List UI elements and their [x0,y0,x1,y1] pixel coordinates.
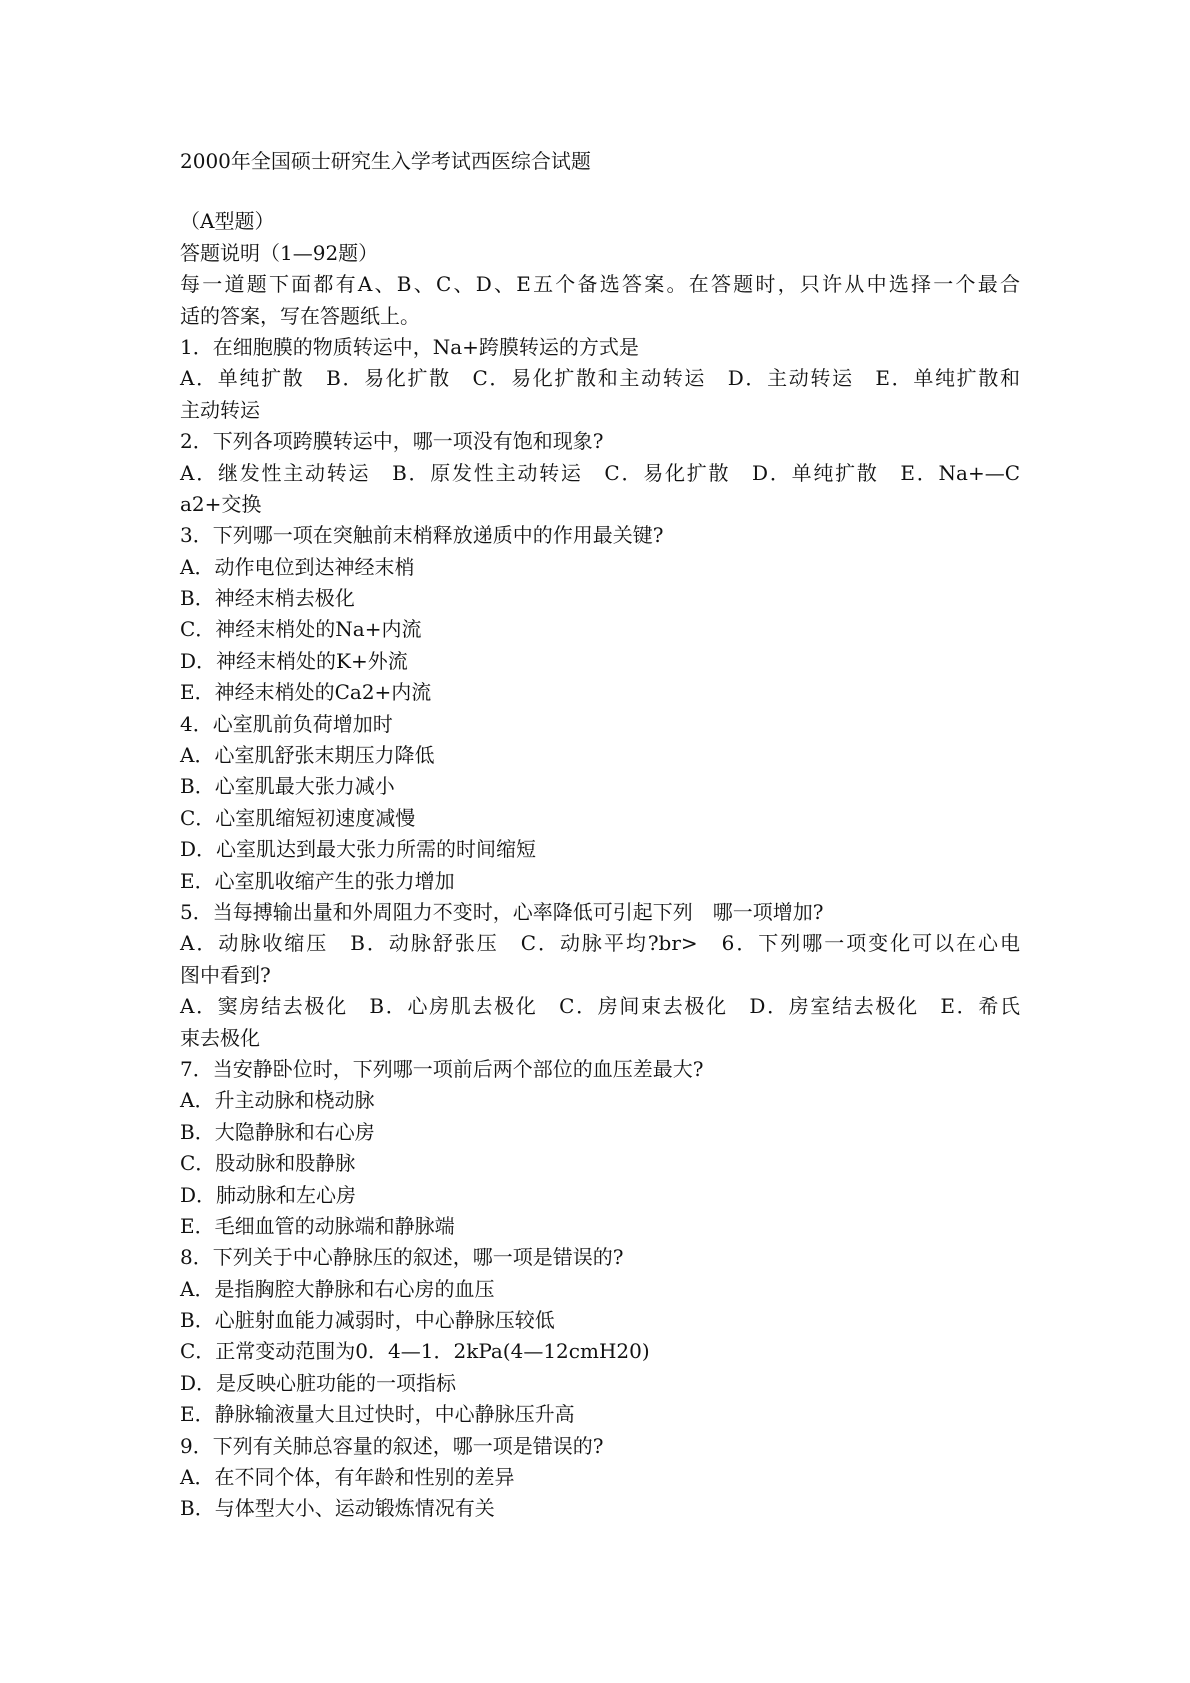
document-body [180,146,1020,1525]
question-6: 图中看到? [180,962,271,987]
question-5: 5．当每搏输出量和外周阻力不变时，心率降低可引起下列 哪一项增加? [180,899,824,924]
answer-option: D．心室肌达到最大张力所需的时间缩短 [180,837,537,862]
instructions-text: 每一道题下面都有A、B、C、D、E五个备选答案。在答题时，只许从中选择一个最合 [180,272,1020,297]
section-heading: （A型题） [180,209,275,234]
answer-option: E．静脉输液量大且过快时，中心静脉压升高 [180,1402,575,1427]
answer-option: D．是反映心脏功能的一项指标 [180,1370,457,1395]
answer-option: E．心室肌收缩产生的张力增加 [180,868,455,893]
question-2-options: a2+交换 [180,491,262,516]
answer-option: A．升主动脉和桡动脉 [180,1088,375,1113]
question-3: 3．下列哪一项在突触前末梢释放递质中的作用最关键? [180,523,664,548]
answer-option: B．神经末梢去极化 [180,586,355,611]
answer-option: A．心室肌舒张末期压力降低 [180,743,435,768]
answer-option: B．与体型大小、运动锻炼情况有关 [180,1496,495,1521]
answer-option: A．是指胸腔大静脉和右心房的血压 [180,1276,495,1301]
question-2: 2．下列各项跨膜转运中，哪一项没有饱和现象? [180,429,604,454]
question-1-options: A．单纯扩散 B．易化扩散 C．易化扩散和主动转运 D．主动转运 E．单纯扩散和 [180,366,1020,391]
document-title: 2000年全国硕士研究生入学考试西医综合试题 [180,149,591,173]
answer-option: C．正常变动范围为0．4—1．2kPa(4—12cmH20) [180,1339,650,1364]
answer-option: B．心室肌最大张力减小 [180,774,395,799]
question-5-options: A．动脉收缩压 B．动脉舒张压 C．动脉平均?br> 6．下列哪一项变化可以在心电 [180,931,1020,956]
answer-option: E．神经末梢处的Ca2+内流 [180,680,432,705]
answer-option: B．大隐静脉和右心房 [180,1119,375,1144]
answer-option: D．肺动脉和左心房 [180,1182,357,1207]
question-6-options: 束去极化 [180,1025,260,1050]
instructions-text: 适的答案，写在答题纸上。 [180,303,420,328]
question-1-options: 主动转运 [180,397,260,422]
question-9: 9．下列有关肺总容量的叙述，哪一项是错误的? [180,1433,604,1458]
question-4: 4．心室肌前负荷增加时 [180,711,393,736]
instructions-heading: 答题说明（1—92题） [180,240,379,265]
question-7: 7．当安静卧位时，下列哪一项前后两个部位的血压差最大? [180,1056,704,1081]
question-2-options: A．继发性主动转运 B．原发性主动转运 C．易化扩散 D．单纯扩散 E．Na+—C [180,460,1020,485]
answer-option: C．心室肌缩短初速度减慢 [180,805,416,830]
question-1: 1．在细胞膜的物质转运中，Na+跨膜转运的方式是 [180,334,639,359]
answer-option: A．动作电位到达神经末梢 [180,554,415,579]
answer-option: C．股动脉和股静脉 [180,1151,356,1176]
answer-option: D．神经末梢处的K+外流 [180,648,408,673]
question-8: 8．下列关于中心静脉压的叙述，哪一项是错误的? [180,1245,624,1270]
answer-option: E．毛细血管的动脉端和静脉端 [180,1213,455,1238]
answer-option: A．在不同个体，有年龄和性别的差异 [180,1465,515,1490]
question-6-options: A．窦房结去极化 B．心房肌去极化 C．房间束去极化 D．房室结去极化 E．希氏 [180,994,1020,1019]
answer-option: B．心脏射血能力减弱时，中心静脉压较低 [180,1308,555,1333]
answer-option: C．神经末梢处的Na+内流 [180,617,422,642]
